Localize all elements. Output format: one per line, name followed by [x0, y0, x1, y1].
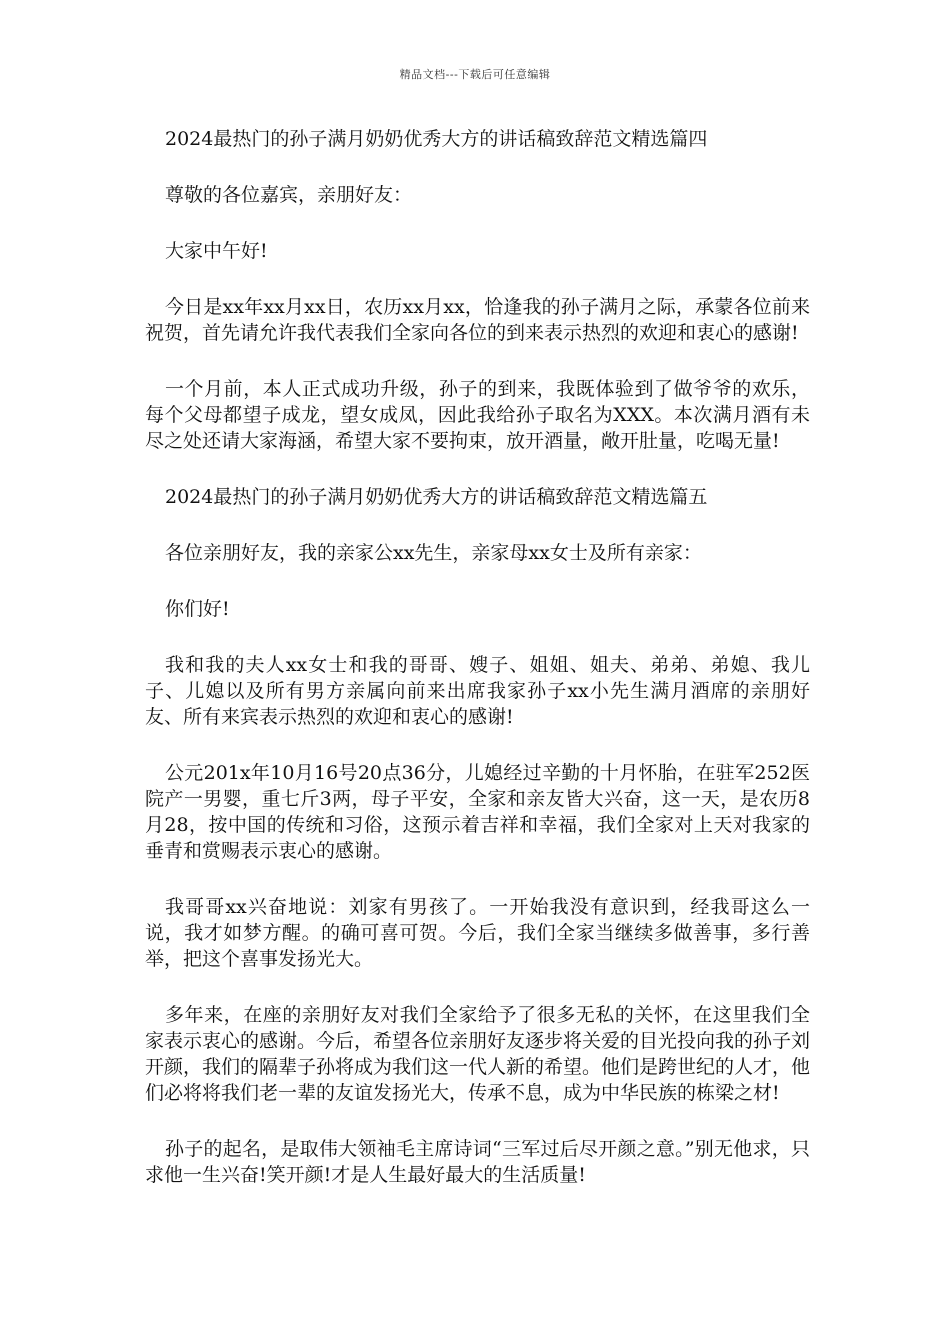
body-paragraph: 多年来，在座的亲朋好友对我们全家给予了很多无私的关怀，在这里我们全家表示衷心的感谢。今后，希望各位亲朋好友逐步将关爱的目光投向我的孙子刘开颜，我们的隔辈子孙将成为我们这一代人新的希望。他们是跨世纪的人才，他们必将将我们老一辈的友谊发扬光大，传承不息，成为中华民族的栋梁之材! [145, 1004, 811, 1104]
greeting-paragraph: 尊敬的各位嘉宾，亲朋好友： [165, 184, 413, 206]
body-paragraph: 我和我的夫人xx女士和我的哥哥、嫂子、姐姐、姐夫、弟弟、弟媳、我儿子、儿媳以及所有男方亲属向前来出席我家孙子xx小先生满月酒席的亲朋好友、所有来宾表示热烈的欢迎和衷心的感谢! [145, 654, 810, 728]
section-heading-5: 2024最热门的孙子满月奶奶优秀大方的讲话稿致辞范文精选篇五 [165, 486, 708, 508]
body-paragraph: 公元201x年10月16号20点36分，儿媳经过辛勤的十月怀胎，在驻军252医院产一男婴，重七斤3两，母子平安，全家和亲友皆大兴奋，这一天，是农历8月28，按中国的传统和习俗，这预示着吉祥和幸福，我们全家对上天对我家的垂青和赏赐表示衷心的感谢。 [145, 762, 810, 862]
body-paragraph: 一个月前，本人正式成功升级，孙子的到来，我既体验到了做爷爷的欢乐，每个父母都望子成龙，望女成凤，因此我给孙子取名为XXX。本次满月酒有未尽之处还请大家海涵，希望大家不要拘束，放开酒量，敞开肚量，吃喝无量! [145, 378, 810, 452]
page-header: 精品文档---下载后可任意编辑 [399, 68, 551, 81]
greeting-paragraph: 各位亲朋好友，我的亲家公xx先生，亲家母xx女士及所有亲家： [165, 542, 702, 564]
body-paragraph: 孙子的起名，是取伟大领袖毛主席诗词“三军过后尽开颜之意。”别无他求，只求他一生兴奋!笑开颜!才是人生最好最大的生活质量! [145, 1138, 810, 1186]
document-body [145, 126, 810, 1188]
greeting-paragraph: 你们好! [165, 598, 230, 620]
body-paragraph: 今日是xx年xx月xx日，农历xx月xx，恰逢我的孙子满月之际，承蒙各位前来祝贺，首先请允许我代表我们全家向各位的到来表示热烈的欢迎和衷心的感谢! [145, 296, 810, 344]
body-paragraph: 我哥哥xx兴奋地说：刘家有男孩了。一开始我没有意识到，经我哥这么一说，我才如梦方醒。的确可喜可贺。今后，我们全家当继续多做善事，多行善举，把这个喜事发扬光大。 [145, 896, 810, 970]
greeting-paragraph: 大家中午好! [165, 240, 268, 262]
section-heading-4: 2024最热门的孙子满月奶奶优秀大方的讲话稿致辞范文精选篇四 [165, 128, 708, 150]
